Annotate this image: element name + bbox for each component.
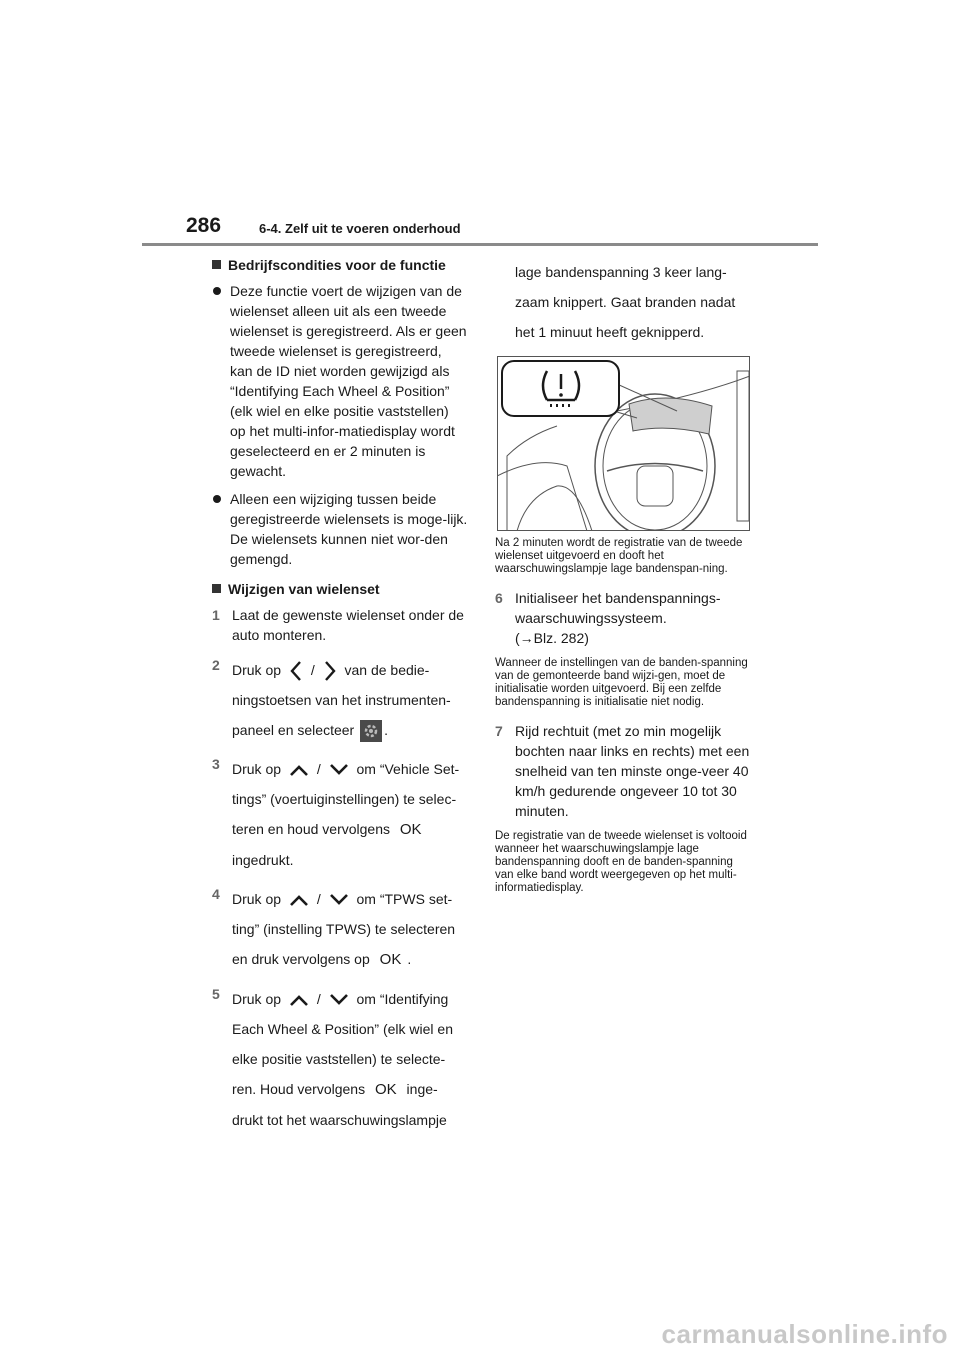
bullet-1: Deze functie voert de wijzigen van de wielenset alleen uit als een tweede wielenset is geregistreerd. Als er geen tweede wielenset is geregistreerd, kan de ID niet worden gewijzigd als “Identifying Each Wheel & Position” (elk wiel en elke positie vaststellen) op het multi-infor-matiedisplay wordt geselecteerd en er 2 minuten is gewacht. <box>212 281 468 481</box>
chevron-up-icon <box>289 763 309 777</box>
caption-completed: De registratie van de tweede wielenset is voltooid wanneer het waarschuwingslampje lage bandenspanning dooft en de banden-spanning van elke band wordt weergegeven op het multi-informatiedisplay. <box>495 830 747 894</box>
dashboard-illustration <box>497 356 750 531</box>
step-2: 2 Druk op / van de bedie-ningstoetsen van het instrumenten-paneel en selecteer . <box>212 655 468 745</box>
square-bullet-icon <box>212 584 221 593</box>
gear-icon <box>360 720 382 742</box>
chevron-down-icon <box>329 763 349 777</box>
page-number: 286 <box>186 214 222 237</box>
chevron-left-icon <box>289 660 303 682</box>
chevron-right-icon <box>323 660 337 682</box>
ok-button-icon: OK <box>399 821 422 838</box>
step-5-continued: lage bandenspanning 3 keer lang-zaam knippert. Gaat branden nadat het 1 minuut heeft geknipperd. <box>515 264 736 340</box>
chevron-up-icon <box>289 993 309 1007</box>
left-column <box>212 255 468 1144</box>
ok-button-icon: OK <box>374 1081 397 1098</box>
caption-initialization: Wanneer de instellingen van de banden-spanning van de gemonteerde band wijzi-gen, moet de initialisatie worden uitgevoerd. Bij een zelfde bandenspanning is initialisatie niet nodig. <box>495 657 748 708</box>
steering-wheel-dashboard-drawing <box>497 356 750 531</box>
chevron-up-icon <box>289 893 309 907</box>
step-1: 1 Laat de gewenste wielenset onder de auto monteren. <box>212 607 464 643</box>
ok-button-icon: OK <box>379 951 402 968</box>
step-7: 7 Rijd rechtuit (met zo min mogelijk bochten naar links en rechts) met een snelheid van ten minste onge-veer 40 km/h gedurende ongeveer 10 tot 30 minuten. <box>495 723 750 819</box>
bullet-dot-icon <box>213 287 221 295</box>
square-bullet-icon <box>212 260 221 269</box>
step-5: 5 Druk op / om “Identifying Each Wheel & Position” (elk wiel en elke positie vaststellen) te selecte-ren. Houd vervolgens OK inge-drukt tot het waarschuwingslampje <box>212 986 453 1128</box>
header-rule <box>142 243 818 246</box>
step-3: 3 Druk op / om “Vehicle Set-tings” (voertuiginstellingen) te selec-teren en houd vervolgens OK ingedrukt. <box>212 756 460 868</box>
heading-conditions: Bedrijfscondities voor de functie <box>212 255 468 275</box>
page-reference-link[interactable]: (→Blz. 282) <box>515 630 589 646</box>
step-6: 6 Initialiseer het bandenspannings-waarschuwingssysteem. (→Blz. 282) <box>495 590 721 646</box>
bullet-dot-icon <box>213 495 221 503</box>
step-4: 4 Druk op / om “TPWS set-ting” (instelling TPWS) te selecteren en druk vervolgens op OK . <box>212 886 456 968</box>
section-title: 6-4. Zelf uit te voeren onderhoud <box>259 221 461 236</box>
chevron-down-icon <box>329 993 349 1007</box>
bullet-2: Alleen een wijziging tussen beide geregistreerde wielensets is moge-lijk. De wielensets kunnen niet wor-den gemengd. <box>212 489 468 569</box>
right-column <box>495 255 751 907</box>
watermark: carmanualsonline.info <box>661 1319 948 1349</box>
chevron-down-icon <box>329 893 349 907</box>
heading-change-wheelset: Wijzigen van wielenset <box>212 579 468 599</box>
caption-registration: Na 2 minuten wordt de registratie van de tweede wielenset uitgevoerd en dooft het waarschuwingslampje lage bandenspan-ning. <box>495 537 743 575</box>
